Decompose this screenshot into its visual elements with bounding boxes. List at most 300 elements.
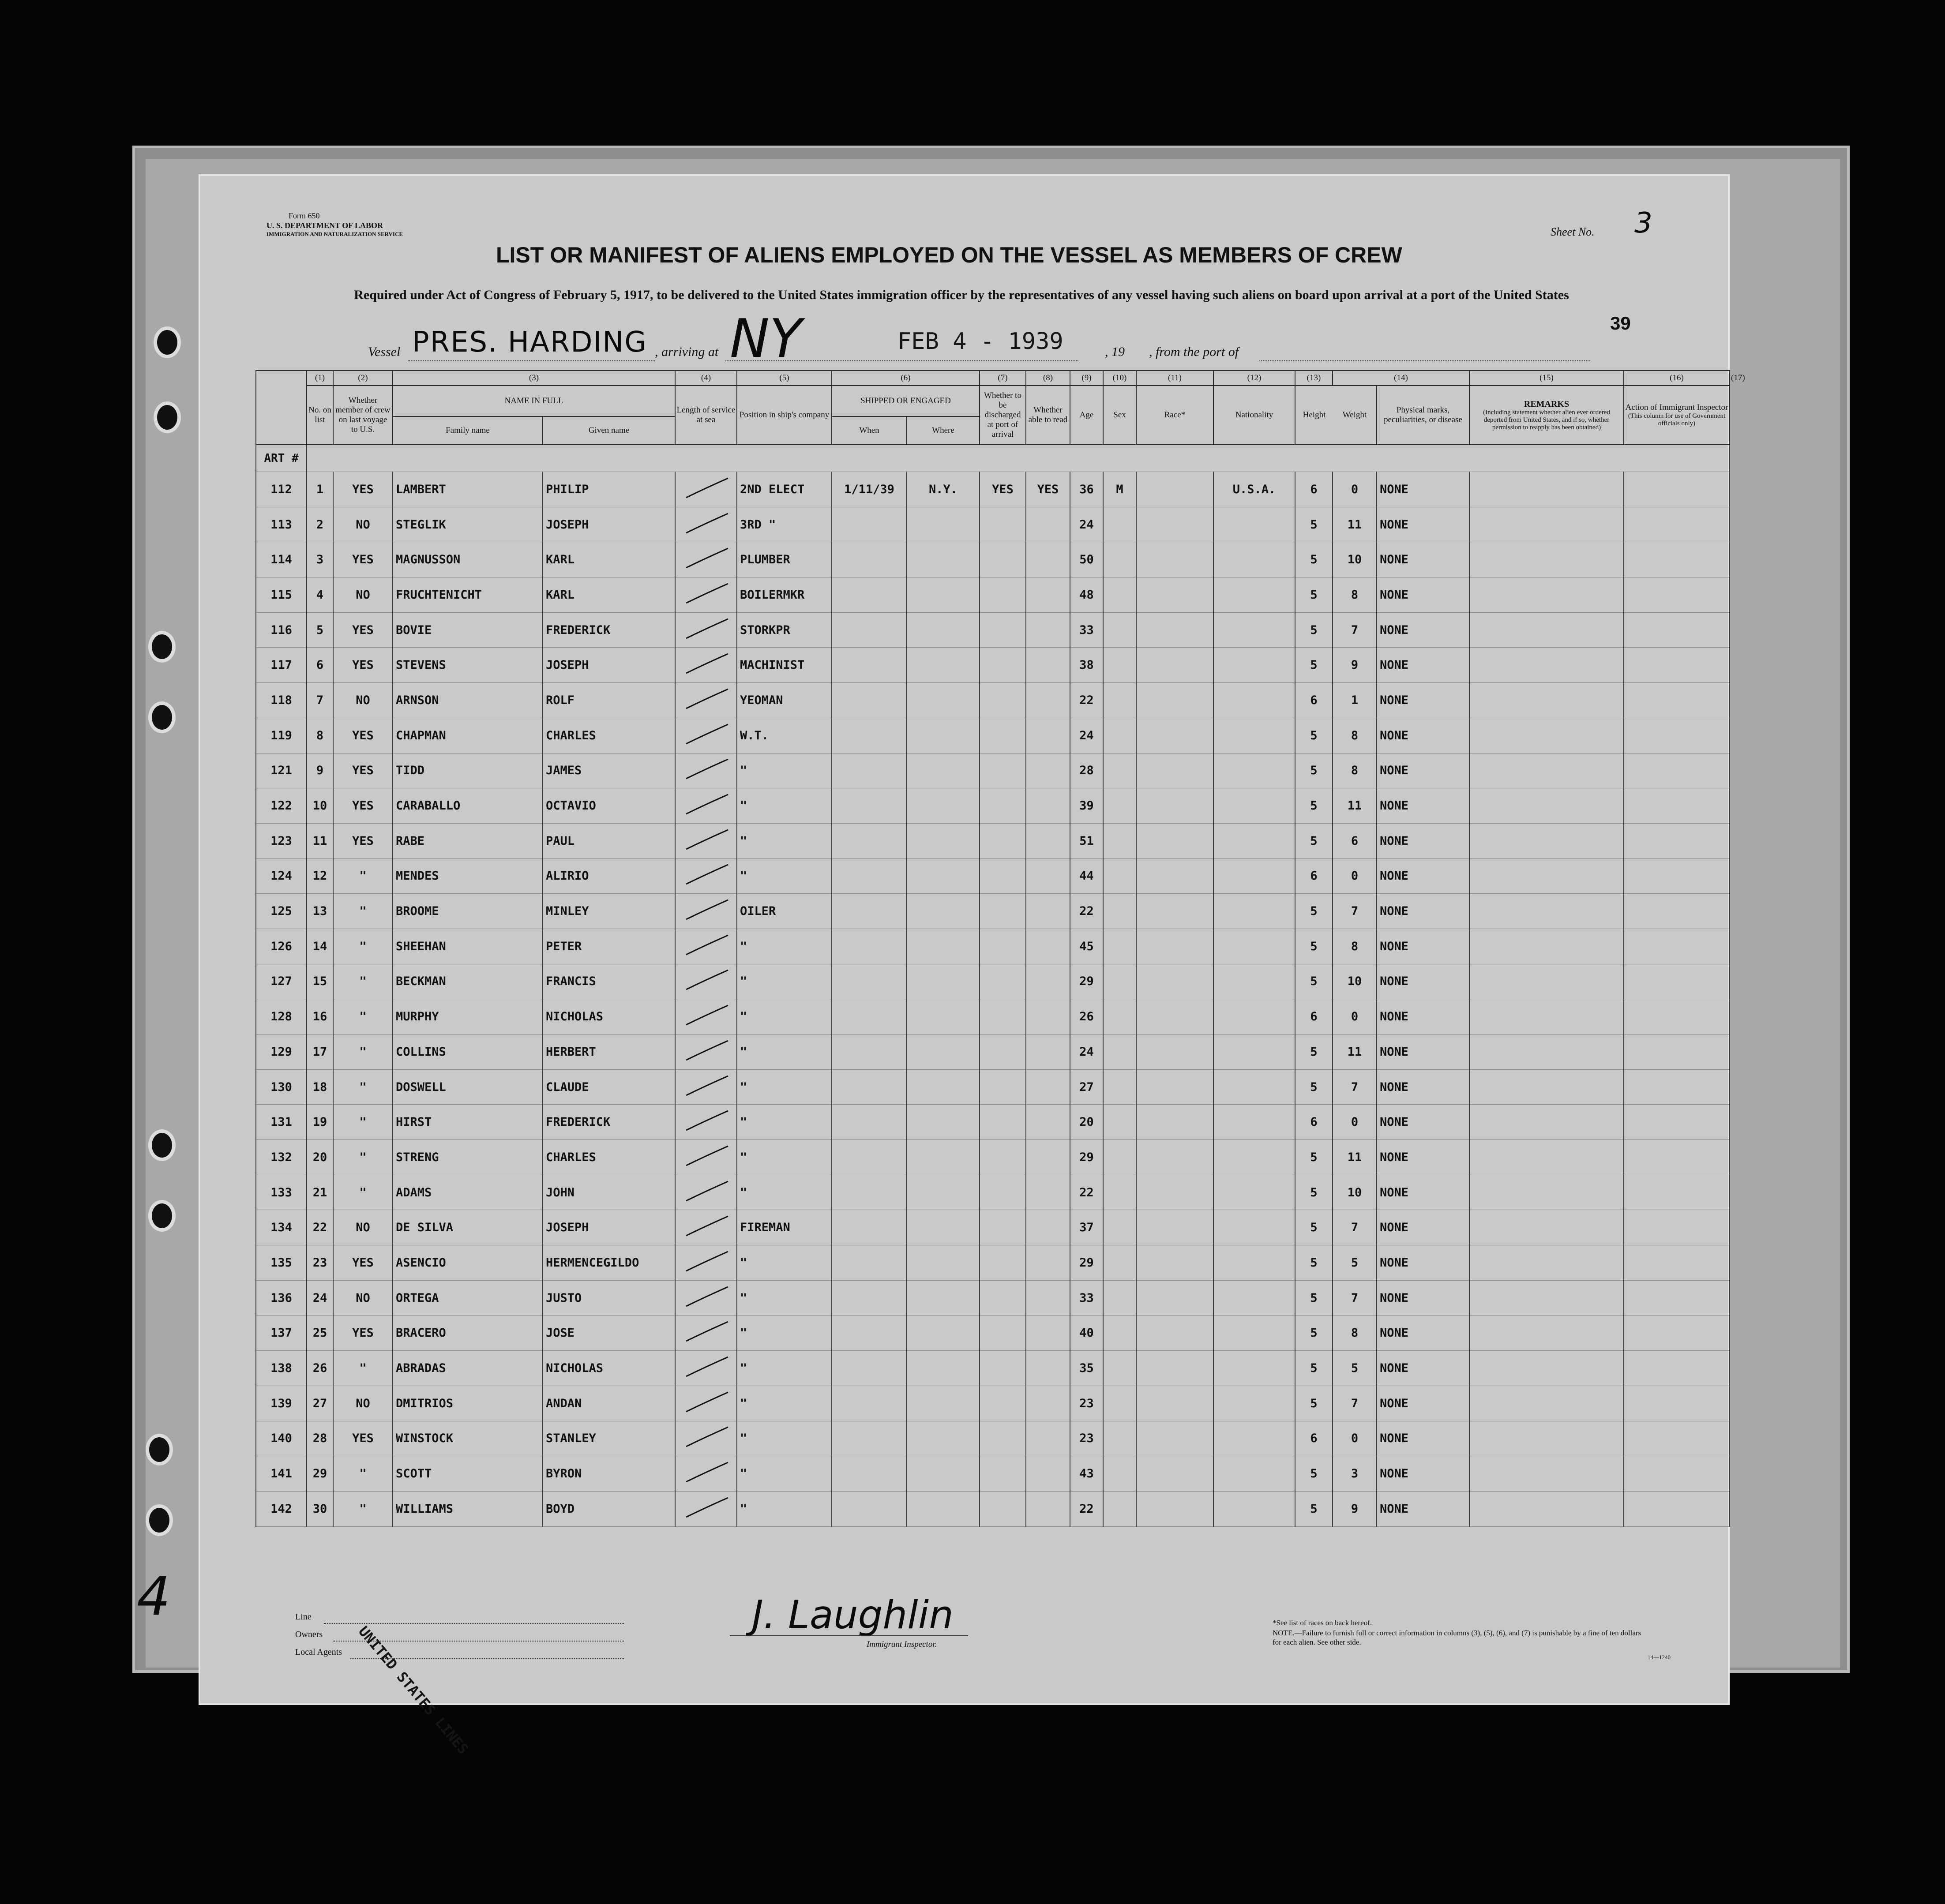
given-name-cell: NICHOLAS	[543, 999, 675, 1034]
age-cell: 33	[1070, 1280, 1103, 1316]
inspector-action-cell	[1624, 823, 1730, 858]
given-name-cell: JAMES	[543, 753, 675, 788]
art-number-cell: 141	[256, 1456, 307, 1492]
engaged-where-cell	[907, 1034, 980, 1070]
vessel-label: Vessel	[368, 345, 401, 359]
vessel-line	[408, 360, 655, 361]
list-number-cell: 26	[307, 1351, 333, 1386]
engaged-when-cell	[832, 1245, 907, 1281]
remarks-cell	[1469, 542, 1624, 577]
physical-marks-cell: NONE	[1377, 999, 1469, 1034]
race-cell	[1136, 999, 1213, 1034]
weight-cell: 7	[1333, 612, 1377, 648]
family-name-cell: CHAPMAN	[393, 718, 543, 753]
position-cell: W.T.	[737, 718, 832, 753]
action-note: (This column for use of Government officials only)	[1628, 412, 1726, 427]
age-cell: 22	[1070, 1175, 1103, 1210]
tick-mark-icon	[680, 967, 732, 993]
list-number-cell: 27	[307, 1386, 333, 1421]
family-name-cell: SCOTT	[393, 1456, 543, 1492]
nationality-cell	[1213, 753, 1295, 788]
nationality-cell	[1213, 894, 1295, 929]
able-to-read-cell	[1026, 1316, 1070, 1351]
age-cell: 22	[1070, 1491, 1103, 1526]
nationality-cell	[1213, 718, 1295, 753]
family-name-cell: STEVENS	[393, 648, 543, 683]
nationality-cell	[1213, 999, 1295, 1034]
tick-mark-icon	[680, 1143, 732, 1169]
where-header: Where	[907, 416, 980, 445]
list-number-cell: 1	[307, 472, 333, 507]
tick-mark-icon	[680, 1178, 732, 1204]
art-number-cell: 114	[256, 542, 307, 577]
art-number-cell: 129	[256, 1034, 307, 1070]
position-cell: MACHINIST	[737, 648, 832, 683]
art-number-cell: 123	[256, 823, 307, 858]
binder-hole	[146, 1434, 173, 1465]
art-number-cell: 122	[256, 788, 307, 824]
weight-cell: 8	[1333, 718, 1377, 753]
weight-cell: 10	[1333, 1175, 1377, 1210]
engaged-when-cell	[832, 577, 907, 613]
nationality-cell	[1213, 1175, 1295, 1210]
inspector-action-cell	[1624, 1175, 1730, 1210]
position-cell: "	[737, 858, 832, 894]
engaged-where-cell	[907, 507, 980, 542]
engaged-when-cell	[832, 823, 907, 858]
inspector-action-cell	[1624, 507, 1730, 542]
sex-cell	[1103, 1069, 1136, 1105]
able-to-read-cell	[1026, 753, 1070, 788]
height-cell: 6	[1295, 683, 1333, 718]
height-cell: 6	[1295, 999, 1333, 1034]
last-voyage-cell: YES	[333, 718, 393, 753]
race-cell	[1136, 894, 1213, 929]
physical-marks-cell: NONE	[1377, 718, 1469, 753]
age-cell: 35	[1070, 1351, 1103, 1386]
physical-marks-cell: NONE	[1377, 472, 1469, 507]
binder-hole	[154, 326, 181, 358]
given-name-cell: PAUL	[543, 823, 675, 858]
engaged-where-cell	[907, 964, 980, 999]
given-name-cell: FREDERICK	[543, 612, 675, 648]
family-name-cell: BROOME	[393, 894, 543, 929]
length-service-cell	[675, 472, 737, 507]
height-cell: 5	[1295, 577, 1333, 613]
last-voyage-cell: "	[333, 1105, 393, 1140]
remarks-cell	[1469, 1069, 1624, 1105]
sex-cell	[1103, 964, 1136, 999]
remarks-cell	[1469, 1140, 1624, 1175]
given-name-cell: JUSTO	[543, 1280, 675, 1316]
able-to-read-cell	[1026, 612, 1070, 648]
last-voyage-cell: "	[333, 964, 393, 999]
col-num: (10)	[1103, 371, 1136, 386]
position-cell: STORKPR	[737, 612, 832, 648]
height-cell: 5	[1295, 1456, 1333, 1492]
last-voyage-cell: YES	[333, 1421, 393, 1456]
able-to-read-cell	[1026, 1034, 1070, 1070]
age-header: Age	[1070, 386, 1103, 445]
art-number-cell: 115	[256, 577, 307, 613]
last-voyage-cell: YES	[333, 1316, 393, 1351]
length-service-cell	[675, 823, 737, 858]
race-cell	[1136, 683, 1213, 718]
table-row	[256, 1421, 1730, 1456]
remarks-cell	[1469, 683, 1624, 718]
tick-mark-icon	[680, 1459, 732, 1485]
weight-cell: 9	[1333, 1491, 1377, 1526]
position-cell: "	[737, 1034, 832, 1070]
last-voyage-cell: YES	[333, 542, 393, 577]
penalty-note: NOTE.—Failure to furnish full or correct information in columns (3), (5), (6), and (7) is punishable by a fine of ten dollars for each alien. See other side.	[1273, 1629, 1641, 1646]
to-be-discharged-cell	[980, 929, 1026, 964]
given-name-cell: FREDERICK	[543, 1105, 675, 1140]
last-voyage-cell: NO	[333, 1280, 393, 1316]
table-row	[256, 1245, 1730, 1281]
engaged-where-cell	[907, 1175, 980, 1210]
race-cell	[1136, 648, 1213, 683]
able-to-read-cell	[1026, 1105, 1070, 1140]
remarks-cell	[1469, 894, 1624, 929]
height-cell: 5	[1295, 1280, 1333, 1316]
family-name-cell: DMITRIOS	[393, 1386, 543, 1421]
race-cell	[1136, 1105, 1213, 1140]
remarks-cell	[1469, 1280, 1624, 1316]
company-stamp: UNITED STATES LINES	[355, 1623, 472, 1758]
age-cell: 20	[1070, 1105, 1103, 1140]
form-title: LIST OR MANIFEST OF ALIENS EMPLOYED ON THE VESSEL AS MEMBERS OF CREW	[496, 243, 1402, 267]
tick-mark-icon	[680, 932, 732, 958]
inspector-action-cell	[1624, 577, 1730, 613]
col-num: (3)	[393, 371, 675, 386]
tick-mark-icon	[680, 475, 732, 501]
last-voyage-cell: YES	[333, 788, 393, 824]
art-number-cell: 137	[256, 1316, 307, 1351]
sex-cell	[1103, 1386, 1136, 1421]
race-cell	[1136, 1210, 1213, 1245]
remarks-cell	[1469, 1351, 1624, 1386]
art-number-cell: 117	[256, 648, 307, 683]
last-voyage-cell: "	[333, 894, 393, 929]
last-voyage-cell: YES	[333, 1245, 393, 1281]
family-name-cell: BOVIE	[393, 612, 543, 648]
inspector-label: Immigrant Inspector.	[867, 1640, 937, 1649]
art-label: ART #	[256, 445, 307, 472]
length-service-cell	[675, 1491, 737, 1526]
sex-cell	[1103, 894, 1136, 929]
nationality-cell	[1213, 577, 1295, 613]
length-service-cell	[675, 894, 737, 929]
engaged-when-cell	[832, 1210, 907, 1245]
table-row	[256, 577, 1730, 613]
page-mark: 39	[1610, 313, 1631, 334]
position-cell: "	[737, 1069, 832, 1105]
nationality-cell	[1213, 542, 1295, 577]
owners-label: Owners	[295, 1630, 323, 1639]
height-cell: 5	[1295, 612, 1333, 648]
age-cell: 50	[1070, 542, 1103, 577]
department-name: U. S. DEPARTMENT OF LABOR	[267, 221, 383, 230]
engaged-where-cell	[907, 612, 980, 648]
height-cell: 5	[1295, 929, 1333, 964]
list-number-cell: 30	[307, 1491, 333, 1526]
race-cell	[1136, 1069, 1213, 1105]
position-cell: "	[737, 999, 832, 1034]
remarks-cell	[1469, 1105, 1624, 1140]
engaged-when-cell	[832, 1491, 907, 1526]
remarks-title: REMARKS	[1524, 399, 1570, 409]
to-be-discharged-cell	[980, 1175, 1026, 1210]
list-number-cell: 24	[307, 1280, 333, 1316]
remarks-cell	[1469, 858, 1624, 894]
race-cell	[1136, 1280, 1213, 1316]
family-name-cell: ORTEGA	[393, 1280, 543, 1316]
family-name-cell: DE SILVA	[393, 1210, 543, 1245]
able-read-header: Whether able to read	[1026, 386, 1070, 445]
engaged-where-cell	[907, 1491, 980, 1526]
list-number-cell: 3	[307, 542, 333, 577]
race-cell	[1136, 612, 1213, 648]
height-cell: 5	[1295, 1351, 1333, 1386]
position-cell: "	[737, 1386, 832, 1421]
physical-marks-cell: NONE	[1377, 507, 1469, 542]
position-cell: "	[737, 1245, 832, 1281]
able-to-read-cell	[1026, 929, 1070, 964]
tick-mark-icon	[680, 1248, 732, 1274]
list-number-cell: 19	[307, 1105, 333, 1140]
to-be-discharged-cell	[980, 1140, 1026, 1175]
weight-cell: 10	[1333, 542, 1377, 577]
age-cell: 45	[1070, 929, 1103, 964]
table-row	[256, 612, 1730, 648]
height-cell: 5	[1295, 753, 1333, 788]
age-cell: 29	[1070, 1245, 1103, 1281]
col-num: (7)	[980, 371, 1026, 386]
year-label: , 19	[1105, 345, 1125, 359]
list-number-cell: 16	[307, 999, 333, 1034]
engaged-where-cell	[907, 1351, 980, 1386]
crew-manifest-table	[255, 370, 1730, 1527]
inspector-action-cell	[1624, 1316, 1730, 1351]
given-name-cell: HERMENCEGILDO	[543, 1245, 675, 1281]
age-cell: 37	[1070, 1210, 1103, 1245]
art-number-cell: 133	[256, 1175, 307, 1210]
able-to-read-cell	[1026, 964, 1070, 999]
height-cell: 6	[1295, 1421, 1333, 1456]
physical-marks-cell: NONE	[1377, 858, 1469, 894]
sex-cell	[1103, 753, 1136, 788]
engaged-where-cell	[907, 1140, 980, 1175]
engaged-when-cell	[832, 964, 907, 999]
inspector-action-cell	[1624, 1491, 1730, 1526]
remarks-cell	[1469, 964, 1624, 999]
weight-cell: 5	[1333, 1245, 1377, 1281]
list-number-cell: 14	[307, 929, 333, 964]
physical-marks-cell: NONE	[1377, 683, 1469, 718]
physical-marks-cell: NONE	[1377, 1491, 1469, 1526]
inspector-action-cell	[1624, 753, 1730, 788]
table-row	[256, 1280, 1730, 1316]
nationality-cell	[1213, 612, 1295, 648]
family-name-cell: ABRADAS	[393, 1351, 543, 1386]
to-be-discharged-cell	[980, 718, 1026, 753]
position-cell: "	[737, 1316, 832, 1351]
table-row	[256, 858, 1730, 894]
height-cell: 5	[1295, 823, 1333, 858]
art-label-row	[256, 445, 1730, 472]
family-name-cell: LAMBERT	[393, 472, 543, 507]
inspector-action-cell	[1624, 1386, 1730, 1421]
given-name-cell: BYRON	[543, 1456, 675, 1492]
nationality-cell	[1213, 788, 1295, 824]
table-row	[256, 753, 1730, 788]
position-cell: "	[737, 788, 832, 824]
table-row	[256, 1491, 1730, 1526]
race-cell	[1136, 1175, 1213, 1210]
binder-hole	[146, 1504, 173, 1536]
physical-marks-cell: NONE	[1377, 648, 1469, 683]
engaged-where-cell	[907, 753, 980, 788]
engaged-where-cell	[907, 1316, 980, 1351]
inspector-action-cell	[1624, 472, 1730, 507]
position-cell: 3RD "	[737, 507, 832, 542]
col-num: (15)	[1469, 371, 1624, 386]
sex-cell: M	[1103, 472, 1136, 507]
physical-marks-cell: NONE	[1377, 542, 1469, 577]
weight-cell: 6	[1333, 823, 1377, 858]
physical-marks-cell: NONE	[1377, 929, 1469, 964]
art-number-cell: 139	[256, 1386, 307, 1421]
list-number-cell: 28	[307, 1421, 333, 1456]
inspector-action-cell	[1624, 1105, 1730, 1140]
table-row	[256, 788, 1730, 824]
engaged-when-cell	[832, 1105, 907, 1140]
given-name-cell: JOSEPH	[543, 507, 675, 542]
list-number-cell: 15	[307, 964, 333, 999]
tick-mark-icon	[680, 686, 732, 712]
age-cell: 27	[1070, 1069, 1103, 1105]
remarks-note: (Including statement whether alien ever ordered deported from United States, and if so, whether permission to reapply has been obtained)	[1483, 409, 1610, 431]
given-name-cell: MINLEY	[543, 894, 675, 929]
family-name-cell: MENDES	[393, 858, 543, 894]
weight-cell: 0	[1333, 999, 1377, 1034]
tick-mark-icon	[680, 1389, 732, 1415]
inspector-action-cell	[1624, 718, 1730, 753]
table-row	[256, 1210, 1730, 1245]
age-cell: 40	[1070, 1316, 1103, 1351]
physical-marks-cell: NONE	[1377, 1386, 1469, 1421]
table-row	[256, 648, 1730, 683]
remarks-cell	[1469, 1210, 1624, 1245]
inspector-action-cell	[1624, 964, 1730, 999]
position-cell: "	[737, 753, 832, 788]
race-cell	[1136, 1456, 1213, 1492]
race-cell	[1136, 472, 1213, 507]
sex-cell	[1103, 718, 1136, 753]
from-port-label: , from the port of	[1149, 345, 1239, 359]
last-voyage-cell: YES	[333, 648, 393, 683]
inspector-signature: J. Laughlin	[752, 1592, 954, 1638]
race-cell	[1136, 1034, 1213, 1070]
binder-hole	[148, 1200, 176, 1232]
given-name-cell: KARL	[543, 542, 675, 577]
engaged-when-cell	[832, 648, 907, 683]
tick-mark-icon	[680, 615, 732, 642]
physical-marks-cell: NONE	[1377, 1105, 1469, 1140]
length-service-cell	[675, 1105, 737, 1140]
able-to-read-cell	[1026, 1140, 1070, 1175]
family-name-cell: TIDD	[393, 753, 543, 788]
race-cell	[1136, 823, 1213, 858]
tick-mark-icon	[680, 1494, 732, 1521]
to-be-discharged-cell	[980, 577, 1026, 613]
position-cell: "	[737, 1456, 832, 1492]
nationality-cell	[1213, 1245, 1295, 1281]
position-cell: "	[737, 1491, 832, 1526]
length-service-cell	[675, 1386, 737, 1421]
able-to-read-cell	[1026, 718, 1070, 753]
able-to-read-cell	[1026, 858, 1070, 894]
sex-cell	[1103, 1456, 1136, 1492]
length-service-cell	[675, 1316, 737, 1351]
table-row	[256, 1386, 1730, 1421]
physical-marks-cell: NONE	[1377, 612, 1469, 648]
nationality-cell	[1213, 929, 1295, 964]
last-voyage-cell: NO	[333, 507, 393, 542]
inspector-action-cell	[1624, 683, 1730, 718]
blank-row	[307, 445, 1730, 472]
to-be-discharged-cell	[980, 1034, 1026, 1070]
engaged-where-cell	[907, 648, 980, 683]
length-service-cell	[675, 788, 737, 824]
to-be-discharged-cell: YES	[980, 472, 1026, 507]
col-num: (2)	[333, 371, 393, 386]
race-cell	[1136, 788, 1213, 824]
given-name-cell: CHARLES	[543, 718, 675, 753]
list-number-cell: 4	[307, 577, 333, 613]
weight-cell: 7	[1333, 894, 1377, 929]
sex-header: Sex	[1103, 386, 1136, 445]
art-number-cell: 131	[256, 1105, 307, 1140]
arriving-label: , arriving at	[655, 345, 719, 359]
given-name-cell: BOYD	[543, 1491, 675, 1526]
remarks-cell	[1469, 718, 1624, 753]
family-name-cell: HIRST	[393, 1105, 543, 1140]
art-number-cell: 138	[256, 1351, 307, 1386]
last-voyage-cell: YES	[333, 472, 393, 507]
last-voyage-cell: "	[333, 1175, 393, 1210]
able-to-read-cell	[1026, 648, 1070, 683]
length-service-cell	[675, 507, 737, 542]
engaged-when-cell	[832, 507, 907, 542]
inspector-action-cell	[1624, 894, 1730, 929]
art-number-cell: 128	[256, 999, 307, 1034]
height-cell: 6	[1295, 472, 1333, 507]
engaged-when-cell	[832, 1386, 907, 1421]
given-name-cell: FRANCIS	[543, 964, 675, 999]
tick-mark-icon	[680, 1072, 732, 1099]
remarks-cell	[1469, 1491, 1624, 1526]
art-number-cell: 121	[256, 753, 307, 788]
list-number-cell: 13	[307, 894, 333, 929]
family-name-cell: MURPHY	[393, 999, 543, 1034]
tick-mark-icon	[680, 826, 732, 853]
remarks-cell	[1469, 1456, 1624, 1492]
list-number-cell: 8	[307, 718, 333, 753]
to-be-discharged-cell	[980, 612, 1026, 648]
family-name-cell: WINSTOCK	[393, 1421, 543, 1456]
